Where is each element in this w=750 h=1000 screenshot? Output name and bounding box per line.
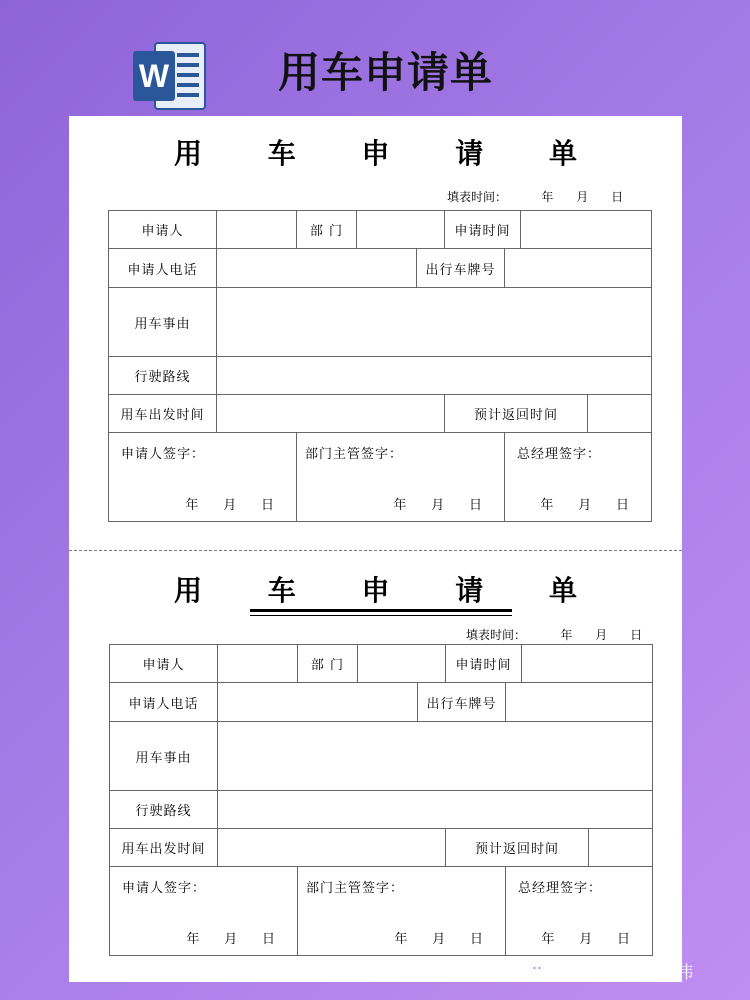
page-header [0,0,750,115]
reason-field[interactable] [217,288,652,357]
return-time-field[interactable] [588,395,652,433]
depart-time-field[interactable] [217,395,445,433]
applicant-signature-label: 申请人签字： [122,881,207,896]
applicant-phone-label: 申请人电话 [109,249,217,288]
depart-time-label: 用车出发时间 [110,829,218,867]
signature-date: 年 月 日 [394,932,483,947]
applicant-signature-cell[interactable] [110,867,298,956]
reason-label: 用车事由 [109,288,217,357]
signature-date: 年 月 日 [186,932,275,947]
manager-signature-label: 部门主管签字： [305,447,404,462]
applicant-phone-field[interactable] [217,249,417,288]
form-row [109,249,652,288]
plate-number-field[interactable] [506,683,653,722]
form-row [109,288,652,357]
route-label: 行驶路线 [110,791,218,829]
application-form-table [109,644,653,956]
form-row [109,357,652,395]
document-page [69,116,682,982]
fill-date: 填表时间： 年 月 日 [447,190,624,204]
signature-row [109,433,652,522]
return-time-field[interactable] [589,829,653,867]
title-underline [250,609,512,612]
form-row [110,645,653,683]
manager-signature-label: 部门主管签字： [306,881,405,896]
department-field[interactable] [357,211,445,249]
applicant-phone-field[interactable] [218,683,418,722]
apply-time-label: 申请时间 [446,645,522,683]
form-row [109,395,652,433]
department-field[interactable] [358,645,446,683]
return-time-label: 预计返回时间 [445,395,588,433]
form-row [110,829,653,867]
apply-time-label: 申请时间 [445,211,521,249]
applicant-signature-cell[interactable] [109,433,297,522]
general-manager-signature-label: 总经理签字： [517,447,602,462]
manager-signature-cell[interactable] [297,433,505,522]
fill-date: 填表时间： 年 月 日 [466,628,643,642]
general-manager-signature-cell[interactable] [505,433,652,522]
reason-field[interactable] [218,722,653,791]
return-time-label: 预计返回时间 [446,829,589,867]
signature-date: 年 月 日 [541,932,631,947]
route-field[interactable] [217,357,652,395]
route-field[interactable] [218,791,653,829]
watermark [528,958,693,983]
applicant-field[interactable] [218,645,298,683]
depart-time-label: 用车出发时间 [109,395,217,433]
cut-line-divider [69,550,682,551]
signature-row [110,867,653,956]
route-label: 行驶路线 [109,357,217,395]
form-row [110,722,653,791]
plate-number-field[interactable] [505,249,652,288]
word-document-icon [131,39,209,111]
header-title: 用车申请单 [278,48,494,97]
form-row [110,683,653,722]
plate-number-label: 出行车牌号 [418,683,506,722]
form-title: 用 车 申 请 单 [174,574,605,607]
apply-time-field[interactable] [522,645,653,683]
applicant-label: 申请人 [109,211,217,249]
department-label: 部 门 [297,211,357,249]
reason-label: 用车事由 [110,722,218,791]
manager-signature-cell[interactable] [298,867,506,956]
signature-date: 年 月 日 [393,498,482,513]
apply-time-field[interactable] [521,211,652,249]
wechat-icon [528,961,552,981]
applicant-signature-label: 申请人签字： [121,447,206,462]
form-row [109,211,652,249]
form-title: 用 车 申 请 单 [174,137,605,170]
form-row [110,791,653,829]
signature-date: 年 月 日 [540,498,630,513]
applicant-label: 申请人 [110,645,218,683]
depart-time-field[interactable] [218,829,446,867]
applicant-phone-label: 申请人电话 [110,683,218,722]
signature-date: 年 月 日 [185,498,274,513]
general-manager-signature-label: 总经理签字： [518,881,603,896]
application-form-table [108,210,652,522]
plate-number-label: 出行车牌号 [417,249,505,288]
general-manager-signature-cell[interactable] [506,867,653,956]
applicant-field[interactable] [217,211,297,249]
watermark-text: 公众号 · 模板阿伟 [558,963,694,983]
svg-text:W: W [138,58,170,94]
department-label: 部 门 [298,645,358,683]
title-underline [250,615,512,616]
